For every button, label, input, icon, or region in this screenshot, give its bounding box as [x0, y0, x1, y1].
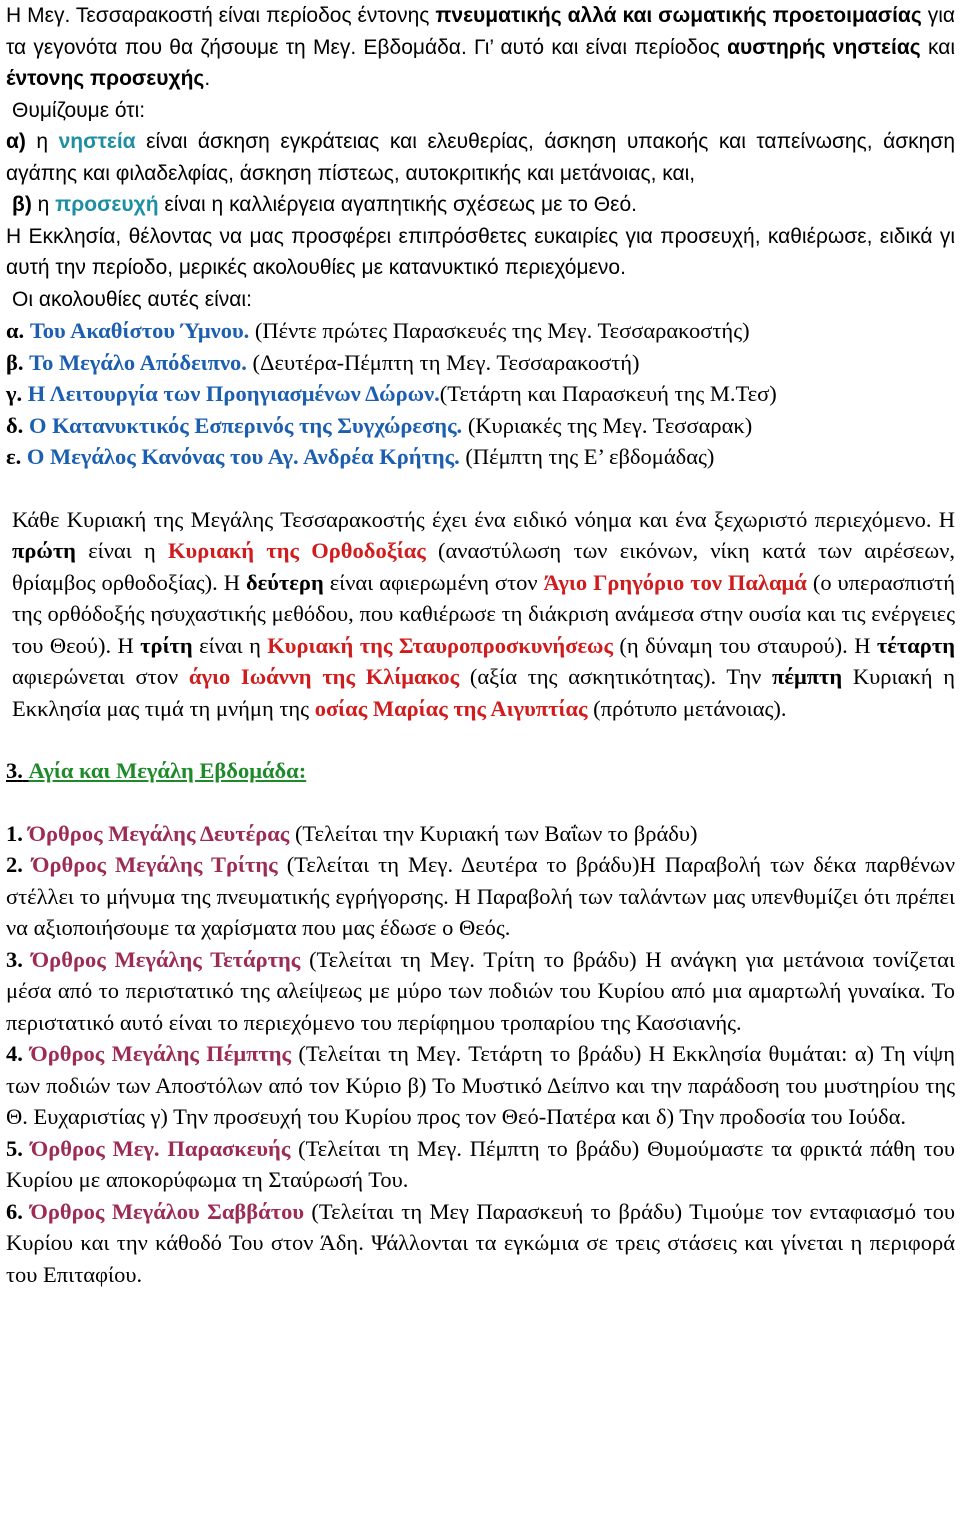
intro-text: . [204, 67, 211, 90]
item-number: 2. [6, 852, 23, 877]
sundays-text: (αξία της ασκητικότητας). Την [459, 664, 772, 689]
service-name: Ο Κατανυκτικός Εσπερινός της Συγχώρεσης. [28, 412, 463, 438]
section-number: 3. [6, 758, 23, 783]
service-item [6, 378, 955, 410]
item-number: 1. [6, 820, 23, 846]
service-label: ε. [6, 444, 22, 469]
remind-line: Θυμίζουμε ότι: [12, 98, 146, 122]
holy-week-item [6, 818, 955, 850]
ordinal-fourth: τέταρτη [876, 632, 955, 658]
service-name: Όρθρος Μεγάλης Τρίτης [31, 852, 278, 877]
item-text: είναι η καλλιέργεια αγαπητικής σχέσεως με το Θεό. [158, 193, 638, 216]
prayer-word: προσευχή [55, 193, 159, 216]
service-name: Του Ακαθίστου Ύμνου. [29, 318, 250, 343]
sundays-text: είναι η [192, 632, 268, 658]
service-label: α. [6, 318, 25, 343]
sundays-text: (αναστύλωση των εικόνων, νίκη κατά των αιρέσεων, θρίαμβος ορθοδοξίας). Η [12, 538, 955, 595]
fasting-word: νηστεία [58, 130, 136, 153]
item-number: 3. [6, 946, 23, 972]
item-label: α) [6, 130, 26, 153]
prayer-item [6, 189, 955, 221]
holy-week-item [6, 849, 955, 944]
spacer [6, 724, 955, 755]
services-list [6, 315, 955, 473]
item-text: η [31, 193, 56, 216]
holy-week-item [6, 1133, 955, 1196]
service-item [6, 410, 955, 442]
spacer [6, 787, 955, 818]
sundays-paragraph [6, 504, 955, 725]
service-name: Όρθρος Μεγάλης Τετάρτης [31, 946, 301, 972]
item-text: (Τελείται τη Μεγ. Δευτέρα το βράδυ)Η Παραβολή των δέκα παρθένων στέλλει το μήνυμα της πνευματικής εγρήγορσης. Η Παραβολή των ταλάντων μας υπενθυμίζει ότι πρέπει να αξιοποιήσουμε τα χαρίσματα που μας έδωσε ο Θεός. [6, 852, 955, 940]
fasting-item [6, 126, 955, 189]
item-text: (Τελείται τη Μεγ. Πέμπτη το βράδυ) Θυμούμαστε τα φρικτά πάθη του Κυρίου με αποκορύφωμα τη Σταύρωσή Του. [6, 1135, 955, 1192]
spacer [6, 473, 955, 504]
service-label: δ. [6, 412, 24, 438]
item-text: (Τελείται τη Μεγ. Τρίτη το βράδυ) Η ανάγκη για μετάνοια τονίζεται μέσα από το περιστατικό της αλείψεως με μύρο των ποδιών του Κυρίου από μια αμαρτωλή γυναίκα. Το περιστατικό αυτό είναι το περιεχόμενο του περίφημου τροπαρίου της Κασσιανής. [6, 946, 956, 1035]
service-note: (Πέμπτη της Ε’ εβδομάδας) [459, 444, 715, 469]
intro-emphasis-fasting: αυστηρής νηστείας [727, 35, 921, 59]
sundays-text: είναι αφιερωμένη στον [323, 569, 544, 595]
intro-paragraph [6, 0, 955, 95]
sundays-text: αφιερώνεται στον [12, 664, 189, 689]
sunday-cross: Κυριακή της Σταυροπροσκυνήσεως [267, 632, 613, 658]
item-number: 6. [6, 1198, 23, 1224]
sundays-text: είναι η [75, 538, 169, 563]
sundays-text: (η δύναμη του σταυρού). Η [613, 632, 877, 658]
service-item [6, 441, 955, 473]
holy-week-item [6, 944, 955, 1039]
holy-week-item [6, 1038, 955, 1133]
item-text: (Τελείται τη Μεγ. Τετάρτη το βράδυ) Η Εκκλησία θυμάται: α) Τη νίψη των ποδιών των Αποστόλων από τον Κύριο β) Το Μυστικό Δείπνο και την παράδοση του μυστηρίου της Θ. Ευχαριστίας γ) Την προσευχή του Κυρίου προς τον Θεό-Πατέρα και δ) Την προδοσία του Ιούδα. [6, 1041, 955, 1129]
service-name: Όρθρος Μεγάλου Σαββάτου [30, 1198, 304, 1224]
item-number: 4. [6, 1041, 23, 1066]
church-paragraph: Η Εκκλησία, θέλοντας να μας προσφέρει επιπρόσθετες ευκαιρίες για προσευχή, καθιέρωσε, ειδικά γι αυτή την περίοδο, μερικές ακολουθίες με κατανυκτικό περιεχόμενο. [6, 224, 955, 279]
intro-text: και [920, 35, 956, 59]
item-text: είναι άσκηση εγκράτειας και ελευθερίας, άσκηση υπακοής και ταπείνωσης, άσκηση αγάπης και φιλαδελφίας, άσκηση πίστεως, αυτοκριτικής και μετάνοιας, και, [6, 130, 955, 185]
sundays-text: Κυριακή η Εκκλησία μας τιμά τη μνήμη της [12, 664, 955, 721]
service-name: Το Μεγάλο Απόδειπνο. [29, 349, 247, 375]
holy-week-item [6, 1196, 955, 1291]
service-name: Η Λειτουργία των Προηγιασμένων Δώρων. [27, 381, 440, 406]
intro-emphasis-preparation: πνευματικής αλλά και σωματικής προετοιμασίας [435, 4, 922, 27]
item-number: 5. [6, 1135, 23, 1161]
ordinal-third: τρίτη [140, 632, 193, 658]
service-name: Ο Μεγάλος Κανόνας του Αγ. Ανδρέα Κρήτης. [26, 444, 460, 469]
service-item [6, 315, 955, 347]
sundays-text: (ο υπερασπιστή της ορθόδοξής ησυχαστικής μεθόδου, που καθιέρωσε τη διάκριση ανάμεσα στην ουσία και τις ενέργειες του Θεού). Η [12, 569, 955, 658]
service-note: (Τετάρτη και Παρασκευή της Μ.Τεσ) [439, 381, 777, 406]
sunday-climacus: άγιο Ιωάννη της Κλίμακος [188, 664, 460, 689]
service-name: Όρθρος Μεγάλης Πέμπτης [30, 1041, 292, 1066]
sundays-text: Κάθε Κυριακή της Μεγάλης Τεσσαρακοστής έχει ένα ειδικό νόημα και ένα ξεχωριστό περιεχόμενο. Η [12, 506, 955, 532]
ordinal-first: πρώτη [12, 538, 76, 563]
holy-week-heading [6, 755, 955, 787]
item-text: (Τελείται την Κυριακή των Βαΐων το βράδυ) [289, 820, 698, 846]
services-intro: Οι ακολουθίες αυτές είναι: [12, 287, 252, 311]
service-note: (Κυριακές της Μεγ. Τεσσαρακ) [462, 412, 753, 438]
service-item [6, 347, 955, 379]
sunday-mary-egypt: οσίας Μαρίας της Αιγυπτίας [314, 695, 588, 721]
item-label: β) [12, 193, 32, 216]
sundays-text: (πρότυπο μετάνοιας). [587, 695, 787, 721]
item-text: η [25, 130, 59, 153]
ordinal-fifth: πέμπτη [772, 664, 843, 689]
item-text: (Τελείται τη Μεγ Παρασκευή το βράδυ) Τιμούμε τον ενταφιασμό του Κυρίου και την κάθοδό Του στον Άδη. Ψάλλονται τα εγκώμια σε τρεις στάσεις και γίνεται η περιφορά του Επιταφίου. [6, 1198, 955, 1287]
service-note: (Δευτέρα-Πέμπτη τη Μεγ. Τεσσαρακοστή) [246, 349, 640, 375]
intro-text: Η Μεγ. Τεσσαρακοστή είναι περίοδος έντονης [6, 4, 436, 27]
service-name: Όρθρος Μεγάλης Δευτέρας [28, 820, 290, 846]
service-note: (Πέντε πρώτες Παρασκευές της Μεγ. Τεσσαρακοστής) [249, 318, 750, 343]
intro-text: για τα γεγονότα που θα ζήσουμε τη Μεγ. Εβδομάδα. Γι’ αυτό και είναι περίοδος [6, 4, 955, 59]
service-name: Όρθρος Μεγ. Παρασκευής [30, 1135, 291, 1161]
ordinal-second: δεύτερη [245, 569, 324, 595]
service-label: β. [6, 349, 24, 375]
section-title: Αγία και Μεγάλη Εβδομάδα: [28, 758, 307, 783]
service-label: γ. [6, 381, 23, 406]
intro-emphasis-prayer: έντονης προσευχής [6, 67, 205, 90]
sunday-orthodoxy: Κυριακή της Ορθοδοξίας [168, 538, 426, 563]
sunday-palamas: Άγιο Γρηγόριο τον Παλαμά [543, 569, 807, 595]
holy-week-list [6, 818, 955, 1291]
